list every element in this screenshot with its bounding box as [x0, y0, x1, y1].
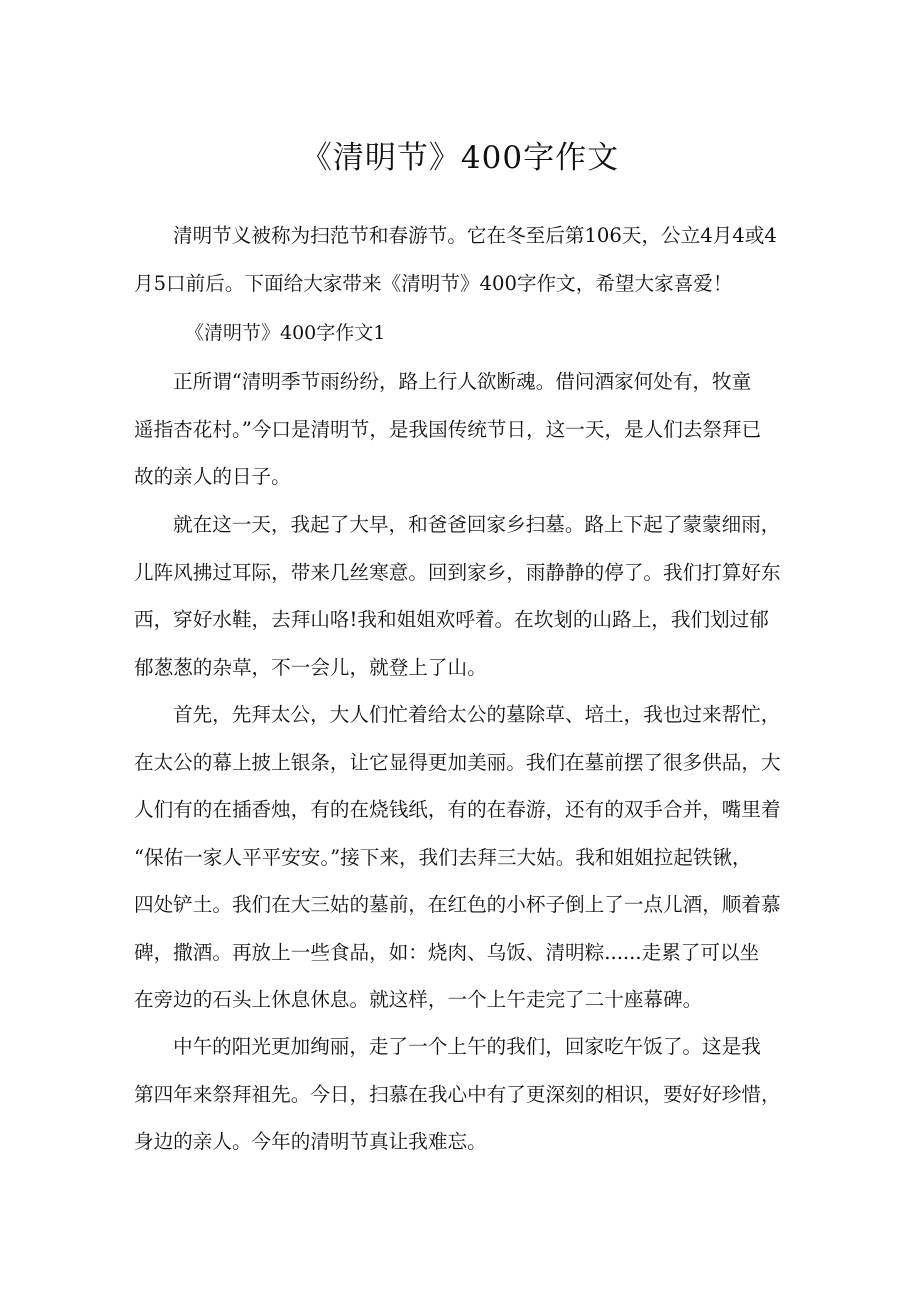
- intro-paragraph: [134, 212, 794, 307]
- text-line: 四处铲土。我们在大三姑的墓前，在红色的小杯子倒上了一点儿酒，顺着慕: [134, 893, 781, 916]
- text-line: 中午的阳光更加绚丽，走了一个上午的我们，回家吃午饭了。这是我: [173, 1035, 761, 1058]
- document-title: 《清明节》400字作文: [300, 140, 620, 176]
- text-line: “保佑一家人平平安安。”接下来，我们去拜三大姑。我和姐姐拉起铁锹，: [134, 845, 752, 869]
- text-line: 正所谓“清明季节雨纷纷，路上行人欲断魂。借问酒家何处有，牧童: [173, 370, 752, 393]
- text-line: 在旁边的石头上休息休息。就这样，一个上午走完了二十座幕碑。: [134, 988, 703, 1011]
- text-line: 首先，先拜太公，大人们忙着给太公的墓除草、培土，我也过来帮忙，: [173, 703, 781, 726]
- text-line: 身边的亲人。今年的清明节真让我难忘。: [134, 1130, 487, 1153]
- text-line: 清明节义被称为扫范节和春游节。它在冬至后第106天，公立4月4或4: [173, 224, 777, 247]
- text-line: 遥指杏花村。”今口是清明节，是我国传统节日，这一天，是人们去祭拜已: [134, 417, 762, 441]
- paragraph-2: [134, 501, 794, 691]
- essay-heading: 《清明节》400字作文1: [185, 322, 386, 344]
- paragraph-1: [134, 358, 794, 501]
- text-line: 就在这一天，我起了大早，和爸爸回家乡扫墓。路上下起了蒙蒙细雨，: [173, 513, 781, 536]
- text-line: 郁葱葱的杂草，不一会儿，就登上了山。: [134, 655, 487, 679]
- text-line: 人们有的在插香烛，有的在烧钱纸，有的在春游，还有的双手合并，嘴里着: [134, 798, 781, 821]
- text-line: 西，穿好水鞋，去拜山咯!我和姐姐欢呼着。在坎刬的山路上，我们划过郁: [134, 608, 769, 631]
- paragraph-3: [134, 691, 794, 1024]
- text-line: 第四年来祭拜祖先。今日，扫慕在我心中有了更深刻的相识，要好好珍惜，: [134, 1082, 781, 1106]
- text-line: 月5口前后。下面给大家带来《清明节》400字作文，希望大家喜爱！: [134, 271, 733, 295]
- paragraph-4: [134, 1023, 794, 1166]
- text-line: 故的亲人的日子。: [134, 465, 291, 488]
- text-line: 碑，撒酒。再放上一些食品，如：烧肉、乌饭、清明粽......走累了可以坐: [134, 940, 760, 964]
- text-line: 儿阵风拂过耳际，带来几丝寒意。回到家乡，雨静静的停了。我们打算好东: [134, 560, 781, 584]
- text-line: 在太公的幕上披上银条，让它显得更加美丽。我们在墓前摆了很多供品，大: [134, 750, 781, 774]
